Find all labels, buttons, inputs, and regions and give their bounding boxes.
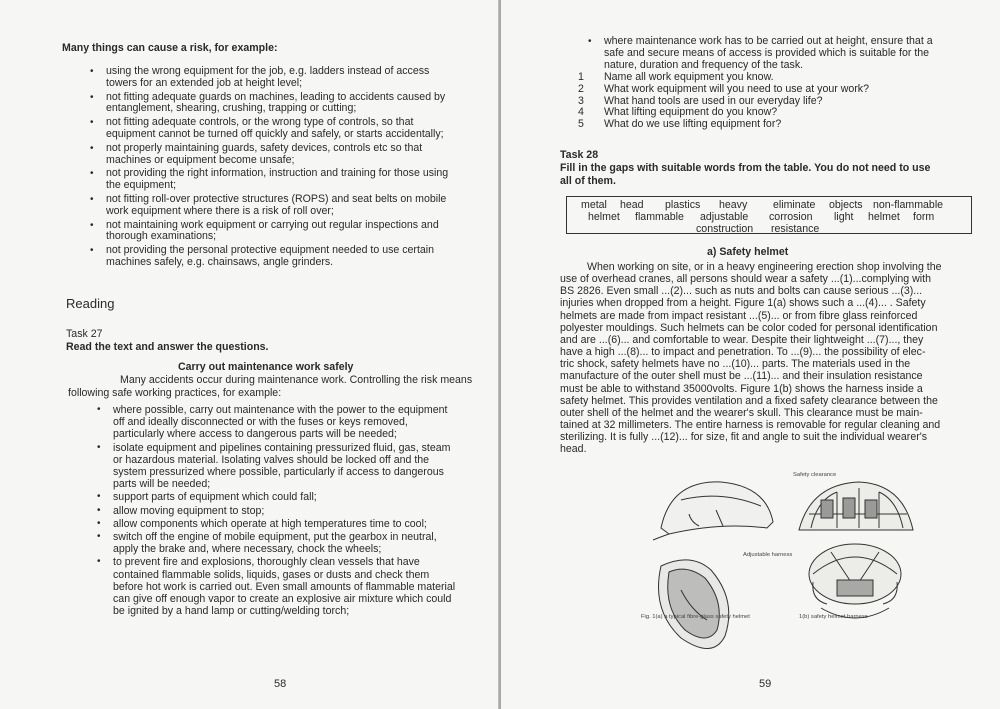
word-option: helmet	[588, 211, 620, 223]
helmet-text-line: outer shell of the helmet and the wearer's skull. This clearance must be main-	[560, 406, 923, 419]
word-option: helmet	[868, 211, 900, 223]
word-option: resistance	[771, 223, 820, 232]
word-option: construction	[696, 223, 754, 232]
caption-fig-b: 1(b) safety helmet harness	[799, 614, 868, 620]
word-option: eliminate	[773, 199, 816, 211]
page-number-left: 58	[274, 678, 287, 690]
bullet-dot-icon: •	[97, 404, 101, 415]
bullet-dot-icon: •	[90, 219, 94, 231]
task27-title: Task 27	[66, 328, 103, 340]
caption-fig-a: Fig. 1(a) a typical fibre-glass safety helmet	[641, 614, 750, 620]
helmet-text-line: BS 2826. Even small ...(2)... such as nuts and bolts can cause serious ...(3)...	[560, 285, 923, 298]
bullet-line: not fitting adequate guards on machines, leading to accidents caused by	[106, 90, 446, 103]
bullet-line: machines safely, e.g. chainsaws, angle grinders.	[106, 255, 334, 268]
word-option: objects	[829, 199, 863, 211]
word-option: form	[913, 211, 935, 223]
helmet-text-line: helmets are made from impact resistant ...(5)... or from fibre glass reinforced	[560, 309, 918, 322]
bullet-item	[588, 35, 933, 71]
bullet-line: particularly where access to dangerous parts will be needed;	[113, 428, 397, 441]
word-option: metal	[581, 199, 607, 211]
bullet-dot-icon: •	[97, 556, 101, 568]
bullet-line: equipment cannot be turned off quickly and safely, or starts accidentally;	[106, 127, 444, 140]
harness-top-view	[799, 482, 913, 530]
bullet-line: safe and secure means of access is provided which is suitable for the	[604, 46, 930, 59]
harness-bottom-view	[809, 544, 901, 618]
bullet-dot-icon: •	[97, 491, 101, 503]
bullet-item	[97, 531, 437, 556]
bullet-line: thorough examinations;	[106, 230, 217, 243]
bullet-line: where maintenance work has to be carried out at height, ensure that a	[604, 35, 933, 47]
bullet-line: where possible, carry out maintenance with the power to the equipment	[113, 404, 448, 416]
helmet-text-line: sterilizing. It is fully ...(12)... for size, fit and angle to suit the individual wearer's	[560, 431, 928, 444]
bullet-dot-icon: •	[97, 504, 101, 516]
bullet-dot-icon: •	[90, 66, 94, 77]
bullet-line: the equipment;	[106, 179, 177, 192]
bullet-line: support parts of equipment which could fall;	[113, 491, 317, 504]
bullet-item	[90, 141, 423, 167]
bullet-line: not providing the personal protective equipment needed to use certain	[106, 244, 435, 257]
bullet-line: entanglement, shearing, crushing, trapping or cutting;	[106, 102, 357, 115]
word-option: corrosion	[769, 211, 813, 223]
helmet-text-line: have a high ...(8)... to impact and penetration. To ...(9)... the possibility of elec-	[560, 346, 926, 359]
bullet-line: nature, duration and frequency of the task.	[604, 58, 804, 71]
bullet-line: switch off the engine of mobile equipment, put the gearbox in neutral,	[113, 531, 437, 543]
intro-line-1: Many accidents occur during maintenance work. Controlling the risk means	[120, 374, 473, 386]
bullet-dot-icon: •	[97, 531, 101, 542]
bullet-dot-icon: •	[90, 194, 94, 205]
bullet-line: not properly maintaining guards, safety devices, controls etc so that	[106, 141, 423, 154]
word-option: flammable	[635, 211, 684, 223]
helmet-title: a) Safety helmet	[707, 246, 789, 258]
bullet-line: allow components which operate at high temperatures time to cool;	[113, 517, 427, 530]
bullet-line: parts will be needed;	[113, 478, 211, 491]
question-text: What work equipment will you need to use at your work?	[604, 82, 869, 95]
bullet-dot-icon: •	[90, 142, 94, 154]
task28-title: Task 28	[560, 149, 599, 161]
question-text: Name all work equipment you know.	[604, 71, 774, 83]
bullet-dot-icon: •	[90, 245, 94, 257]
bullet-item	[97, 491, 317, 504]
helmet-text-line: tained at 32 millimeters. The entire harness is removable for regular cleaning and	[560, 418, 941, 431]
helmet-text-line: injuries when dropped from a height. Figure 1(a) shows such a ...(4)... . Safety	[560, 297, 926, 310]
bullet-item	[97, 517, 427, 530]
helmet-underside-view	[659, 560, 729, 649]
question-number: 1	[578, 71, 584, 83]
page-59	[501, 0, 1000, 709]
question-number: 5	[578, 118, 584, 131]
bullet-dot-icon: •	[90, 117, 94, 129]
bullet-item	[90, 65, 430, 90]
page-number-right: 59	[759, 678, 772, 690]
helmet-illustration	[641, 470, 981, 660]
bullet-item	[90, 116, 444, 141]
text-title: Carry out maintenance work safely	[178, 361, 354, 373]
intro-line-2: following safe working practices, for example:	[68, 387, 282, 399]
bullet-line: machines or equipment become unsafe;	[106, 153, 295, 166]
question-text: What hand tools are used in our everyday life?	[604, 94, 823, 107]
helmet-text-line: manufacture of the outer shell must be ...(11)... and their insulation resistance	[560, 370, 923, 383]
task27-instruction: Read the text and answer the questions.	[66, 341, 269, 353]
bullet-item	[90, 244, 435, 269]
bullet-line: off and ideally disconnected or with the fuses or keys removed,	[113, 416, 408, 429]
label-adjustable-harness: Adjustable harness	[743, 552, 793, 558]
bullet-dot-icon: •	[588, 36, 592, 47]
question-text: What do we use lifting equipment for?	[604, 118, 782, 131]
bullet-line: before hot work is carried out. Even small amounts of flammable material	[113, 580, 456, 593]
helmet-figure	[641, 470, 981, 660]
bullet-line: be ignited by a hand lamp or cutting/welding torch;	[113, 605, 350, 618]
word-table	[566, 196, 972, 234]
page-58	[0, 0, 499, 709]
label-safety-clearance: Safety clearance	[793, 472, 837, 478]
word-option: heavy	[719, 199, 748, 211]
bullet-item	[97, 404, 448, 441]
bullet-item	[90, 167, 449, 192]
helmet-text-line: and are ...(6)... and comfortable to wear. Despite their lightweight ...(7)..., they	[560, 333, 924, 346]
word-option: non-flammable	[873, 199, 944, 211]
bullet-line: allow moving equipment to stop;	[113, 504, 265, 517]
bullet-item	[97, 504, 265, 517]
bullet-item	[90, 218, 439, 244]
bullet-line: not fitting roll-over protective structures (ROPS) and seat belts on mobile	[106, 193, 447, 205]
bullet-line: isolate equipment and pipelines containing pressurized fluid, gas, steam	[113, 441, 451, 454]
bullet-line: not maintaining work equipment or carrying out regular inspections and	[106, 218, 439, 231]
bullet-line: work equipment where there is a risk of roll over;	[106, 204, 334, 217]
word-option: head	[620, 199, 644, 211]
bullet-line: not providing the right information, instruction and training for those using	[106, 167, 449, 180]
bullet-item	[90, 90, 446, 116]
question-number: 4	[578, 106, 584, 119]
risk-heading: Many things can cause a risk, for example:	[62, 42, 278, 54]
helmet-text-line: polyester mouldings. Such helmets can be color coded for personal identification	[560, 321, 938, 334]
bullet-item	[97, 441, 451, 491]
bullet-line: contained flammable solids, liquids, gases or dusts and check them	[113, 568, 430, 581]
bullet-dot-icon: •	[90, 168, 94, 180]
bullet-line: apply the brake and, where necessary, chock the wheels;	[113, 543, 382, 556]
bullet-line: using the wrong equipment for the job, e.g. ladders instead of access	[106, 65, 430, 77]
question-number: 3	[578, 94, 584, 107]
helmet-text-line: must be able to withstand 35000volts. Figure 1(b) shows the harness inside a	[560, 382, 923, 395]
bullet-line: towers for an extended job at height level;	[106, 76, 303, 89]
bullet-line: can give off enough vapor to create an explosive air mixture which could	[113, 593, 452, 605]
helmet-text-line: When working on site, or in a heavy engineering erection shop involving the	[587, 261, 942, 273]
word-option: adjustable	[700, 211, 749, 223]
bullet-line: not fitting adequate controls, or the wrong type of controls, so that	[106, 116, 414, 129]
question-number: 2	[578, 82, 584, 95]
helmet-text-line: safety helmet. This provides ventilation and a fixed safety clearance between the	[560, 394, 938, 407]
task28-instruction-2: all of them.	[560, 175, 616, 187]
question-text: What lifting equipment do you know?	[604, 106, 778, 119]
word-row-3	[567, 223, 971, 232]
reading-heading: Reading	[66, 296, 115, 311]
bullet-dot-icon: •	[90, 91, 94, 103]
task28-instruction-1: Fill in the gaps with suitable words from the table. You do not need to use	[560, 162, 931, 174]
word-option: light	[834, 211, 854, 223]
bullet-line: system pressurized where possible, particularly if access to dangerous	[113, 466, 444, 478]
word-option: plastics	[665, 199, 701, 211]
bullet-dot-icon: •	[97, 441, 101, 453]
helmet-side-view	[653, 482, 773, 540]
bullet-dot-icon: •	[97, 517, 101, 529]
helmet-text-line: head.	[560, 443, 587, 456]
helmet-text-line: tric shock, safety helmets have no ...(10)... parts. The materials used in the	[560, 358, 911, 371]
helmet-text-line: use of overhead cranes, all persons should wear a safety ...(1)...complying with	[560, 273, 931, 286]
bullet-line: to prevent fire and explosions, thoroughly clean vessels that have	[113, 556, 420, 569]
bullet-line: or hazardous material. Isolating valves should be locked off and the	[113, 453, 430, 466]
bullet-item	[90, 193, 447, 218]
bullet-item	[97, 556, 456, 618]
